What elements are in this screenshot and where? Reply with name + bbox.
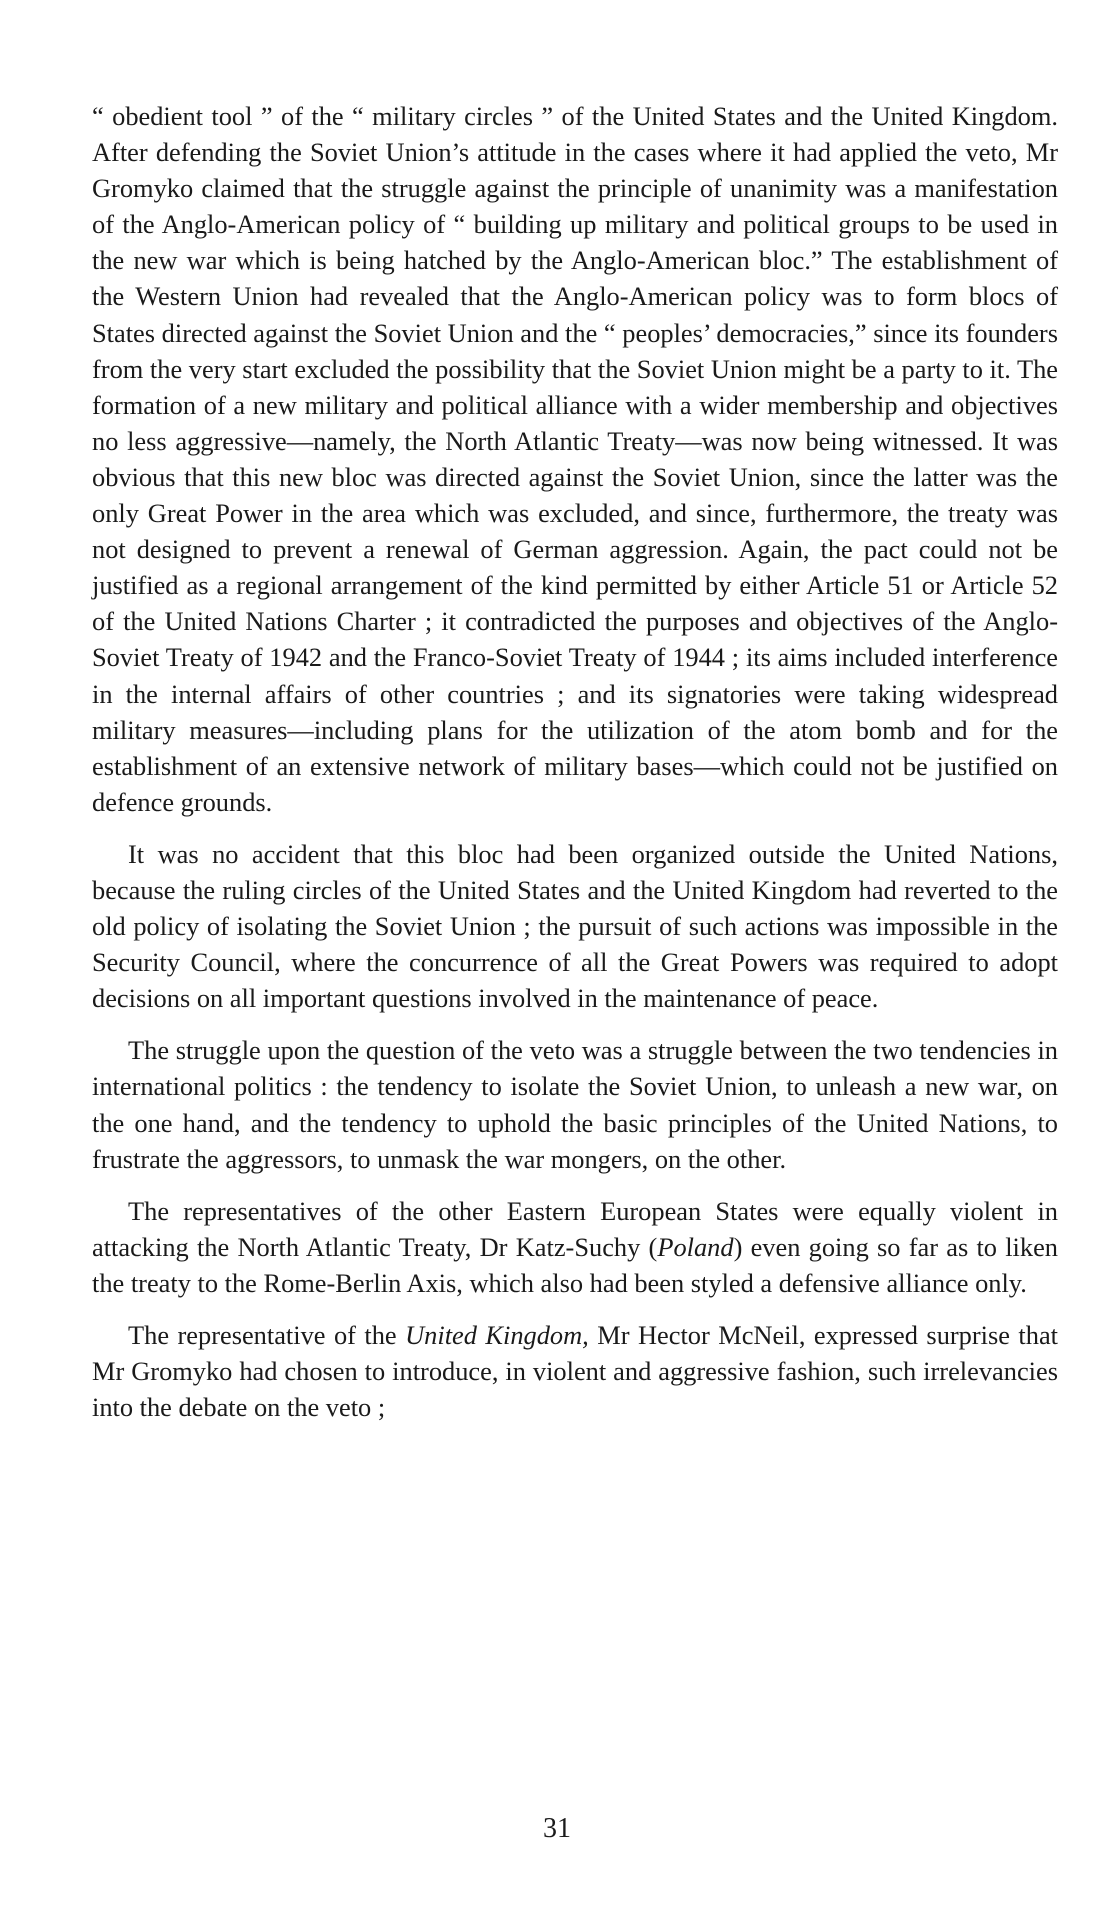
paragraph-4-country-poland: Poland [657, 1231, 734, 1262]
paragraph-5 [92, 1317, 1058, 1425]
paragraph-4-text-a: The representatives of the other Eastern European States were equally violent in attacking the North Atlantic Treaty, Dr Katz-Suchy ( [92, 1195, 1058, 1262]
paragraph-5-country-uk: United Kingdom, [405, 1320, 589, 1350]
paragraph-2 [92, 836, 1058, 1016]
paragraph-3 [92, 1032, 1058, 1176]
paragraph-4 [92, 1193, 1058, 1301]
paragraph-3-text: The struggle upon the question of the veto was a struggle between the two tendencies in international politics : the tendency to isolate the Soviet Union, to unleash a new war, on the one hand, and the tendency to uphold the basic principles of the United Nations, to frustrate the aggressors, to unmask the war mongers, on the other. [92, 1035, 1058, 1174]
paragraph-5-text-a: The representative of the [128, 1320, 406, 1350]
paragraph-5-text-b: Mr Hector McNeil, expressed surprise that Mr Gromyko had chosen to introduce, in violent and aggressive fashion, such irrelevancies into the debate on the veto ; [92, 1320, 1059, 1423]
page-body [92, 98, 1058, 1425]
paragraph-4-text-b: ) even going so far as to liken the treaty to the Rome-Berlin Axis, which also had been styled a defensive alliance only. [92, 1231, 1058, 1298]
paragraph-2-text: It was no accident that this bloc had been organized outside the United Nations, because the ruling circles of the United States and the United Kingdom had reverted to the old policy of isolating the Soviet Union ; the pursuit of such actions was impossible in the Security Council, where the concurrence of all the Great Powers was required to adopt decisions on all important questions involved in the maintenance of peace. [92, 838, 1058, 1014]
page-number: 31 [543, 1813, 571, 1844]
paragraph-1 [92, 98, 1058, 820]
paragraph-1-text: “ obedient tool ” of the “ military circles ” of the United States and the United Kingdom. After defending the Soviet Union’s attitude in the cases where it had applied the veto, Mr Gromyko claimed that the struggle against the principle of unanimity was a manifestation of the Anglo-American policy of “ building up military and political groups to be used in the new war which is being hatched by the Anglo-American bloc.” The establishment of the Western Union had revealed that the Anglo-American policy was to form blocs of States directed against the Soviet Union and the “ peoples’ democracies,” since its founders from the very start excluded the possibility that the Soviet Union might be a party to it. The formation of a new military and political alliance with a wider membership and objectives no less aggressive—namely, the North Atlantic Treaty—was now being witnessed. It was obvious that this new bloc was directed against the Soviet Union, since the latter was the only Great Power in the area which was excluded, and since, furthermore, the treaty was not designed to prevent a renewal of German aggression. Again, the pact could not be justified as a regional arrangement of the kind permitted by either Article 51 or Article 52 of the United Nations Charter ; it contradicted the purposes and objectives of the Anglo-Soviet Treaty of 1942 and the Franco-Soviet Treaty of 1944 ; its aims included interference in the internal affairs of other countries ; and its signatories were taking widespread military measures—including plans for the utilization of the atom bomb and for the establishment of an extensive network of military bases—which could not be justified on defence grounds. [92, 101, 1058, 817]
